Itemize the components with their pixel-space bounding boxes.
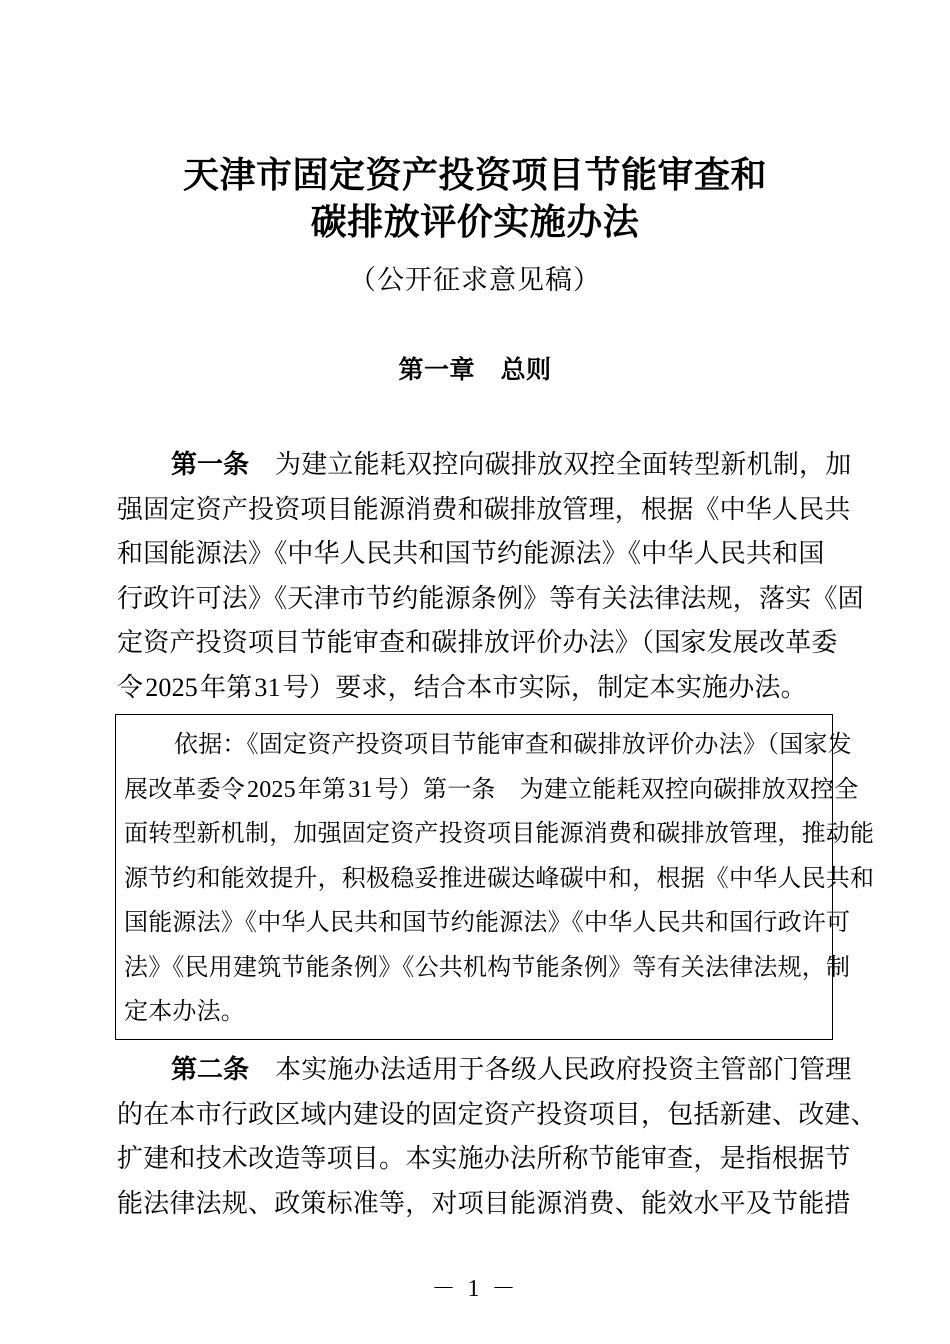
article-1-text-6c: 号）要求，结合本市实际，制定本实施办法。 <box>282 672 807 702</box>
quote-line-1 <box>124 723 852 768</box>
chapter-heading: 第一章 总则 <box>398 355 552 384</box>
quote-decree-number: 31 <box>348 776 373 803</box>
quote-line-6: 法》《民用建筑节能条例》《公共机构节能条例》等有关法律法规，制 <box>124 954 851 981</box>
article-1-line-4: 行政许可法》《天津市节约能源条例》等有关法律法规，落实《固 <box>117 583 864 613</box>
article-1-line-2: 强固定资产投资项目能源消费和碳排放管理，根据《中华人民共 <box>117 494 851 524</box>
document-title-line-1: 天津市固定资产投资项目节能审查和 <box>182 155 767 196</box>
article-1-text-1: 为建立能耗双控向碳排放双控全面转型新机制，加 <box>275 450 852 479</box>
document-title <box>0 152 950 246</box>
article-1-line-3: 和国能源法》《中华人民共和国节约能源法》《中华人民共和国 <box>117 539 825 568</box>
quote-line-7: 定本办法。 <box>124 999 245 1025</box>
quote-text-2b: 年第 <box>297 776 347 803</box>
quote-text-2c: 号）第一条 <box>374 776 496 803</box>
quote-year: 2025 <box>247 776 296 803</box>
article-2-label: 第二条 <box>171 1055 250 1085</box>
quote-text-2d: 为建立能耗双控向碳排放双控全 <box>519 776 859 803</box>
article-2-text-1: 本实施办法适用于各级人民政府投资主管部门管理 <box>275 1055 852 1084</box>
article-2-line-3: 扩建和技术改造等项目。本实施办法所称节能审查，是指根据节 <box>117 1144 851 1173</box>
quote-text-2a: 展改革委令 <box>124 776 245 803</box>
document-title-line-2: 碳排放评价实施办法 <box>310 202 640 243</box>
quote-line-2 <box>124 768 859 813</box>
article-1-line-1 <box>117 443 852 488</box>
article-1-line-5: 定资产投资项目节能审查和碳排放评价办法》（国家发展改革委 <box>117 628 838 657</box>
article-1-decree-number: 31 <box>254 672 281 702</box>
article-1-year: 2025 <box>145 672 199 702</box>
article-2-paragraph <box>117 1048 877 1226</box>
source-reference-box <box>115 714 875 1040</box>
quote-text-1: 《固定资产投资项目节能审查和碳排放评价办法》（国家发 <box>246 732 852 758</box>
article-2-line-2: 的在本市行政区域内建设的固定资产投资项目，包括新建、改建、 <box>117 1099 877 1129</box>
quote-label: 依据： <box>174 732 247 758</box>
quote-line-3: 面转型新机制，加强固定资产投资项目能源消费和碳排放管理，推动能 <box>124 821 875 847</box>
article-1-paragraph <box>117 443 864 710</box>
document-subtitle: （公开征求意见稿） <box>349 265 601 295</box>
article-1-line-6 <box>117 666 835 711</box>
article-2-line-1 <box>117 1048 852 1093</box>
source-reference-text <box>124 723 875 1035</box>
quote-line-4: 源节约和能效提升，积极稳妥推进碳达峰碳中和，根据《中华人民共和 <box>124 865 875 892</box>
article-1-label: 第一条 <box>171 450 250 480</box>
quote-line-5: 国能源法》《中华人民共和国节约能源法》《中华人民共和国行政许可 <box>124 910 851 936</box>
article-2-line-4: 能法律法规、政策标准等，对项目能源消费、能效水平及节能措 <box>117 1188 851 1218</box>
page-number: － 1 － <box>431 1276 519 1302</box>
article-1-text-6a: 令 <box>117 672 144 702</box>
article-1-text-6b: 年第 <box>200 672 253 702</box>
